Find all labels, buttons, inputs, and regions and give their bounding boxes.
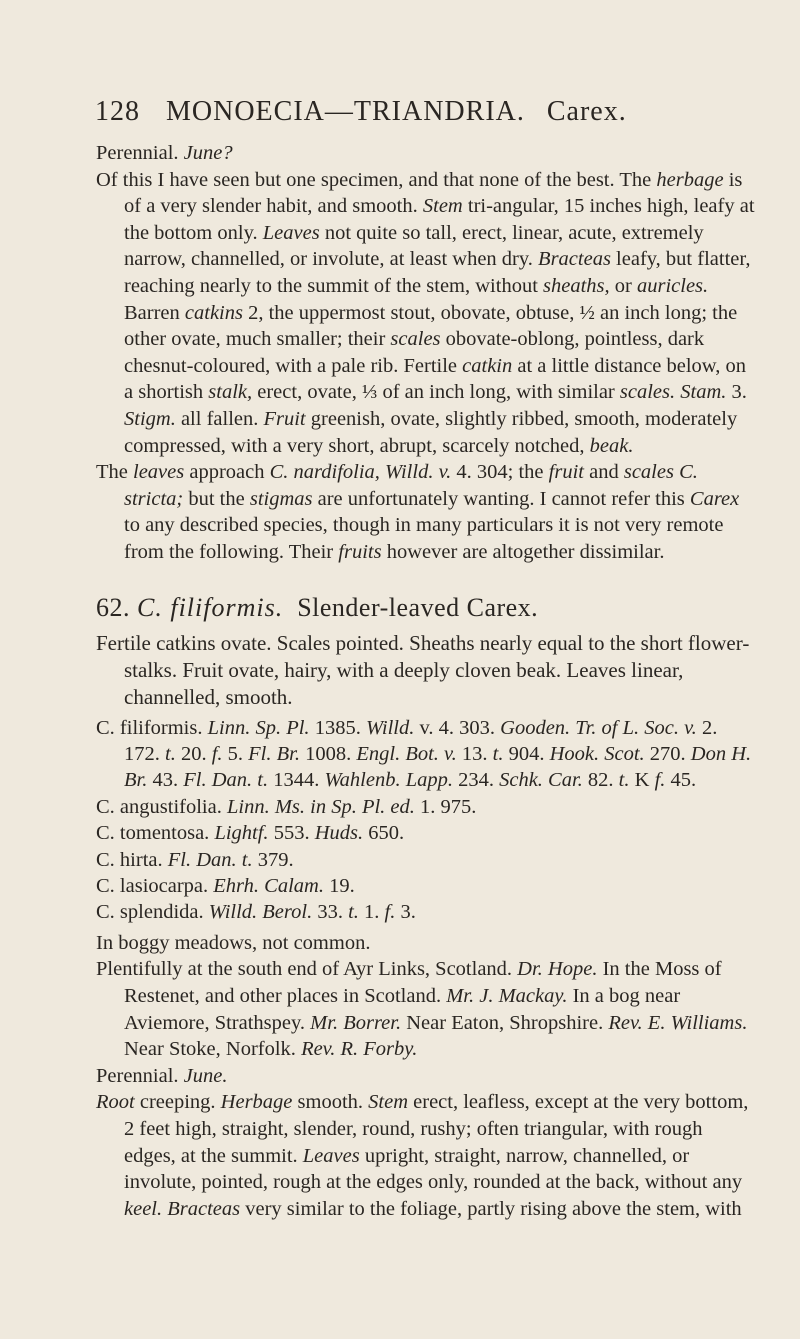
text-run: Stem <box>368 1091 409 1114</box>
text-run: June. <box>183 1064 228 1087</box>
text-run: Huds. <box>314 822 364 845</box>
text-run: C. angustifolia. <box>96 795 222 818</box>
text-run: C. hirta. <box>96 848 163 871</box>
text-run: leafy, but flatter, reaching nearly to the summit of the stem, without <box>124 248 751 297</box>
text-run: at a little distance below, on a shortish <box>124 354 747 404</box>
text-run: 234. <box>458 769 494 792</box>
species-duration-line <box>96 1063 756 1090</box>
text-run: beak. <box>589 434 634 457</box>
text-run: Carex <box>689 487 740 510</box>
text-run: Stem <box>422 195 463 218</box>
species-diagnosis: Fertile catkins ovate. Scales pointed. Sheaths nearly equal to the short flower-stalks. Fruit ovate, hairy, with a deeply cloven beak. Leaves linear, channelled, smooth. <box>96 630 750 709</box>
text-run: 19. <box>329 874 355 897</box>
genus-title: Carex. <box>546 96 627 127</box>
text-run: Linn. Ms. in Sp. Pl. ed. <box>226 795 415 818</box>
text-run: In the Moss of Restenet, and other places in Scotland. <box>124 958 722 1007</box>
text-run: t. <box>165 742 176 765</box>
text-run: keel. <box>124 1197 163 1220</box>
text-run: Mr. J. Mackay. <box>446 984 568 1007</box>
text-run: Bracteas <box>538 248 611 271</box>
text-run: Perennial. <box>96 142 179 164</box>
text-run: leaves <box>133 461 185 484</box>
text-run: C. stricta; <box>124 461 698 510</box>
text-run: f. <box>384 901 396 924</box>
text-run: v. 4. 303. <box>419 716 496 739</box>
prev-paragraph-1 <box>96 167 756 460</box>
text-run: 82. <box>587 769 614 792</box>
text-run: not quite so tall, erect, linear, acute, extremely narrow, channelled, or involute, at least when dry. <box>124 221 704 271</box>
text-run: 5. <box>227 742 244 765</box>
text-run: 553. <box>273 822 310 845</box>
text-run: Barren <box>124 301 180 324</box>
synonym-2 <box>96 794 756 820</box>
text-run: Gooden. Tr. of L. Soc. v. <box>500 716 697 739</box>
text-run: Fl. Br. <box>248 742 300 765</box>
text-run: Linn. Sp. Pl. <box>207 716 310 739</box>
text-run: Rev. R. Forby. <box>301 1038 418 1061</box>
text-run: 20. <box>180 742 207 765</box>
page-body <box>96 140 756 1222</box>
text-run: Dr. Hope. <box>517 958 598 981</box>
text-run: erect, leafless, except at the very bottom, 2 feet high, straight, slender, round, rushy; often triangular, with rough edges, at the summit. <box>124 1091 749 1167</box>
text-run: Willd. <box>365 716 415 739</box>
text-run: tri-angular, 15 inches high, leafy at the bottom only. <box>124 195 755 244</box>
text-run: 2. 172. <box>124 716 718 765</box>
text-run: In a bog near Aviemore, Strathspey. <box>124 984 681 1034</box>
text-run: t. <box>618 769 630 792</box>
text-run: Mr. Borrer. <box>310 1011 402 1034</box>
text-run: Herbage <box>220 1091 293 1114</box>
text-run: 379. <box>257 848 294 871</box>
text-run: Willd. Berol. <box>208 901 313 924</box>
text-run: 1008. <box>305 742 352 765</box>
text-run: herbage <box>656 168 724 191</box>
text-run: 270. <box>649 742 686 765</box>
text-run: and <box>589 461 619 484</box>
text-run: smooth. <box>297 1091 364 1114</box>
text-run: or <box>614 274 632 297</box>
species-number: 62. <box>96 592 130 622</box>
text-run: upright, straight, narrow, channelled, or involute, pointed, rough at the edges only, rounded at the back, without any <box>124 1144 743 1194</box>
text-run: scales. <box>619 381 676 404</box>
text-run: Hook. Scot. <box>549 742 645 765</box>
text-run: 4. 304; the <box>456 461 544 484</box>
text-run: erect, ovate, ⅓ of an inch long, with similar <box>257 381 615 404</box>
synonym-6 <box>96 899 756 925</box>
text-run: Don H. Br. <box>124 742 752 792</box>
text-run: 3. <box>400 901 416 924</box>
text-run: all fallen. <box>180 407 259 430</box>
text-run: 33. <box>317 901 343 924</box>
text-run: Root <box>96 1091 135 1114</box>
text-run: 1. <box>364 901 380 924</box>
text-run: 45. <box>670 769 697 792</box>
text-run: C. tomentosa. <box>96 822 210 845</box>
synonym-4 <box>96 847 756 873</box>
text-run: Bracteas <box>167 1197 241 1220</box>
text-run: Fruit <box>263 407 306 430</box>
page-number: 128 <box>95 96 140 127</box>
text-run: f. <box>654 769 666 792</box>
text-run: creeping. <box>139 1091 216 1114</box>
text-run: very similar to the foliage, partly rising above the stem, with <box>245 1197 742 1220</box>
text-run: C. lasiocarpa. <box>96 874 209 897</box>
text-run: auricles. <box>636 274 709 297</box>
text-run: 650. <box>368 822 405 845</box>
text-run: C. nardifolia, Willd. v. <box>269 461 452 484</box>
text-run: The <box>96 461 128 484</box>
running-header <box>95 96 755 128</box>
text-run: approach <box>189 461 265 484</box>
text-run: catkin <box>462 354 513 377</box>
text-run: obovate-oblong, pointless, dark chesnut-coloured, with a pale rib. <box>124 328 705 377</box>
text-run: Schk. Car. <box>499 769 583 792</box>
synonym-1 <box>96 715 756 794</box>
localities <box>96 956 756 1062</box>
text-run: Fertile <box>403 354 458 377</box>
text-run: fruit <box>548 461 584 484</box>
species-heading <box>96 592 756 624</box>
text-run: to any described species, though in many particulars it is not very remote from the following. Their <box>124 514 724 563</box>
text-run: The <box>619 168 652 191</box>
prev-duration-line <box>96 140 756 167</box>
text-run: 3. <box>731 381 747 404</box>
text-run: scales <box>390 328 441 351</box>
text-run: Stigm. <box>124 407 176 430</box>
text-run: Lightf. <box>214 822 269 845</box>
text-run: f. <box>211 742 223 765</box>
text-run: Fl. Dan. t. <box>183 769 269 792</box>
text-run: greenish, ovate, slightly ribbed, smooth, moderately compressed, with a very short, abrupt, scarcely notched, <box>124 407 738 457</box>
text-run: catkins <box>184 301 243 324</box>
text-run: June? <box>183 142 233 164</box>
text-run: Wahlenb. Lapp. <box>324 769 453 792</box>
text-run: 1344. <box>273 769 320 792</box>
text-run: t. <box>492 742 504 765</box>
text-run: Ehrh. Calam. <box>213 874 324 897</box>
running-title: MONOECIA—TRIANDRIA. <box>166 96 525 127</box>
text-run: sheaths, <box>543 274 610 297</box>
text-run: Rev. E. Williams. <box>608 1011 748 1034</box>
text-run: Leaves <box>302 1144 360 1167</box>
text-run: scales <box>623 461 674 484</box>
synonym-3 <box>96 820 756 846</box>
species-description <box>96 1089 756 1222</box>
text-run: Fl. Dan. t. <box>167 848 253 871</box>
text-run: 2, the uppermost stout, obovate, obtuse, ½ an inch long; the other ovate, much smaller; their <box>124 301 738 351</box>
text-run: Plentifully at the south end of Ayr Links, Scotland. <box>96 958 513 981</box>
prev-paragraph-2 <box>96 459 756 565</box>
text-run: Stam. <box>680 381 727 404</box>
text-run: Near Stoke, Norfolk. <box>124 1038 296 1061</box>
species-name: C. filiformis. <box>137 592 284 622</box>
text-run: K <box>634 769 650 792</box>
text-run: but the <box>188 487 245 510</box>
text-run: Perennial. <box>96 1064 179 1087</box>
text-run: stigmas <box>249 487 313 510</box>
text-run: stalk, <box>208 381 253 404</box>
text-run: 43. <box>152 769 179 792</box>
text-run: fruits <box>338 540 382 563</box>
text-run: C. splendida. <box>96 901 204 924</box>
text-run: are unfortunately wanting. I cannot refer this <box>317 487 685 510</box>
text-run: however are altogether dissimilar. <box>386 540 665 563</box>
habitat: In boggy meadows, not common. <box>96 931 371 954</box>
text-run: C. filiformis. <box>96 716 203 739</box>
text-run: 1385. <box>314 716 361 739</box>
text-run: Of this I have seen but one specimen, and that none of the best. <box>96 168 615 191</box>
text-run: Leaves <box>262 221 320 244</box>
text-run: is of a very slender habit, and smooth. <box>124 168 743 218</box>
text-run: 904. <box>508 742 545 765</box>
text-run: t. <box>348 901 359 924</box>
text-run: Engl. Bot. v. <box>356 742 457 765</box>
species-common-name: Slender-leaved Carex. <box>297 592 539 622</box>
text-run: 1. 975. <box>420 795 477 818</box>
synonym-5 <box>96 873 756 899</box>
text-run: 13. <box>461 742 488 765</box>
text-run: Near Eaton, Shropshire. <box>406 1011 604 1034</box>
